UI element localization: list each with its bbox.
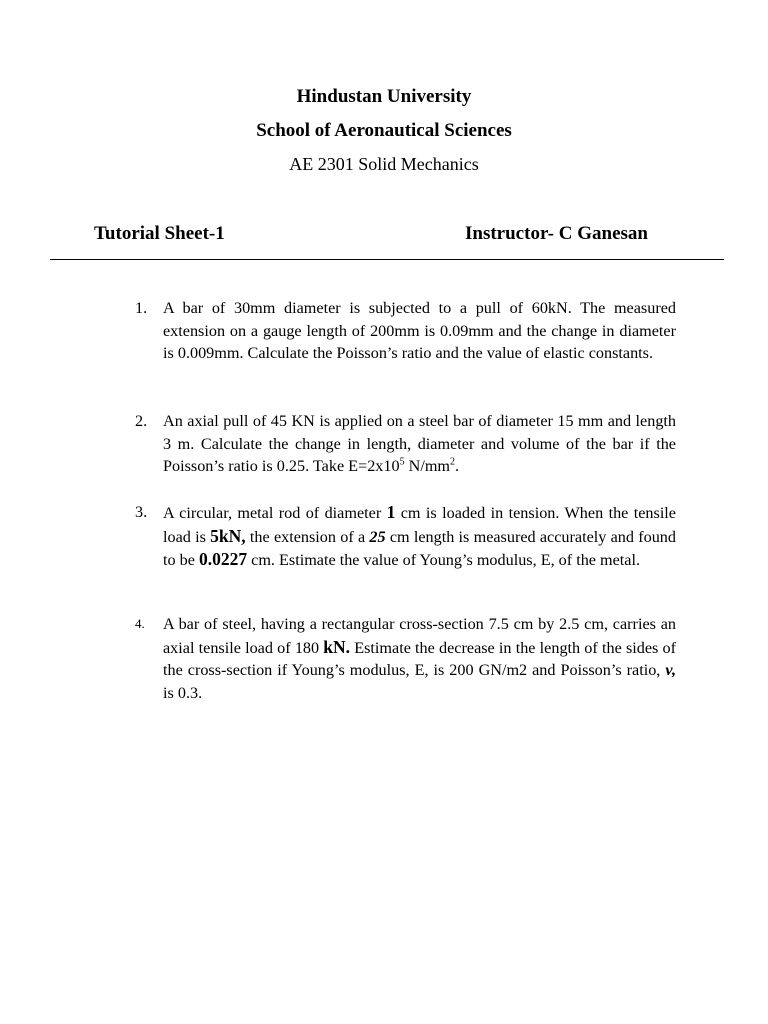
instructor-name: Instructor- C Ganesan: [465, 223, 648, 244]
question-1: [135, 297, 676, 365]
school-name: School of Aeronautical Sciences: [256, 120, 512, 141]
bold-value: 1: [386, 502, 396, 522]
superscript: 5: [399, 456, 405, 468]
question-text: [163, 613, 676, 704]
question-2: [135, 410, 676, 478]
question-text-part: N/mm: [404, 457, 450, 476]
question-3: [135, 501, 676, 572]
superscript: 2: [450, 456, 455, 468]
sheet-title: Tutorial Sheet-1: [94, 223, 225, 244]
question-4: [135, 613, 676, 704]
question-text-part: .: [455, 457, 460, 476]
question-text-part: cm is loaded in tension. When the tensile load is: [163, 504, 676, 546]
question-text-part: cm length is measured accurately and found to be: [163, 527, 676, 570]
bold-italic-value: v,: [665, 661, 676, 680]
question-number: 3.: [135, 503, 148, 521]
question-text: A bar of 30mm diameter is subjected to a pull of 60kN. The measured extension on a gauge length of 200mm is 0.09mm and the change in diameter is 0.009mm. Calculate the Poisson’s ratio and the value of elastic constants.: [163, 299, 676, 363]
question-text: [163, 501, 676, 572]
question-text: [163, 410, 676, 478]
header-divider: [50, 259, 724, 260]
question-text-part: A bar of steel, having a rectangular cross-section 7.5 cm by 2.5 cm, carries an axial tensile load of 180: [163, 615, 676, 657]
question-number: 2.: [135, 412, 148, 430]
question-text-part: A circular, metal rod of diameter: [163, 504, 387, 522]
question-text-part: Estimate the decrease in the length of the sides of the cross-section if Young’s modulus, E, is 200 GN/m2 and Poisson’s ratio,: [163, 638, 676, 680]
question-text-part: is 0.3.: [163, 683, 203, 702]
university-name: Hindustan University: [296, 86, 472, 107]
bold-value: 0.0227: [198, 549, 248, 570]
question-text-part: An axial pull of 45 KN is applied on a steel bar of diameter 15 mm and length 3 m. Calculate the change in length, diameter and volume of the bar if the Poisson’s ratio is 0.25. Take E=2x10: [163, 412, 676, 476]
question-text-part: the extension of a: [245, 527, 370, 546]
bold-value: 5kN,: [210, 525, 246, 546]
bold-italic-value: 25: [369, 527, 386, 546]
bold-value: kN.: [323, 636, 351, 657]
question-text-part: cm. Estimate the value of Young’s modulus, E, of the metal.: [247, 551, 641, 570]
question-number: 1.: [135, 299, 148, 317]
question-number: 4.: [135, 616, 145, 631]
course-title: AE 2301 Solid Mechanics: [289, 154, 479, 174]
